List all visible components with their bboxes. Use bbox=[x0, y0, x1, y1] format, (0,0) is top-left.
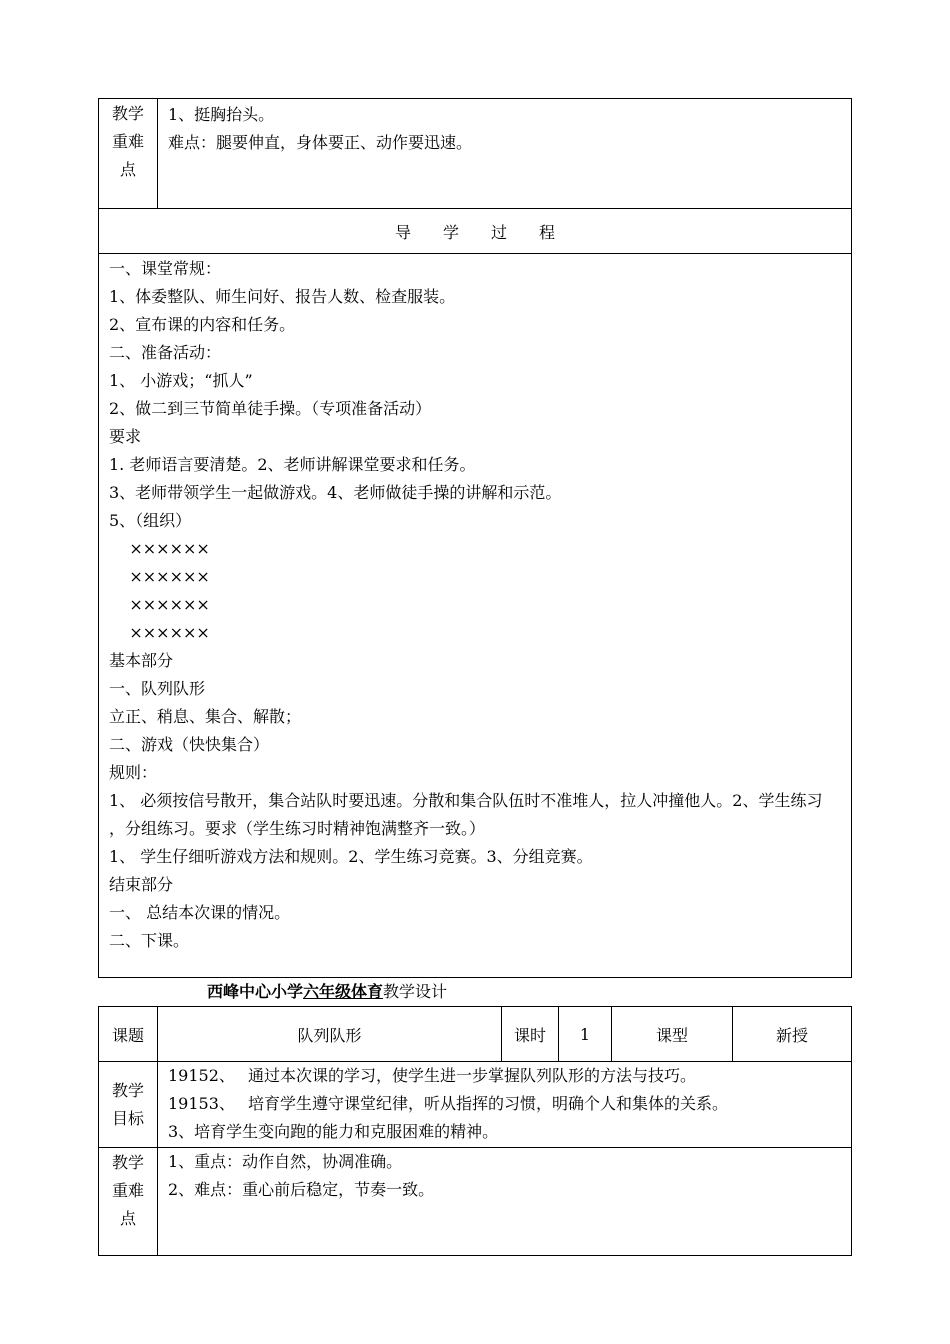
difficulty-content-2 bbox=[158, 1148, 852, 1256]
process-line: 1、 学生仔细听游戏方法和规则。2、学生练习竞赛。3、分组竞赛。 bbox=[109, 847, 593, 866]
process-line: ×××××× bbox=[109, 539, 210, 558]
difficulty-label-2: 教学 重难 点 bbox=[99, 1148, 158, 1256]
process-line: 1. 老师语言要清楚。2、老师讲解课堂要求和任务。 bbox=[109, 455, 476, 474]
process-line: 结束部分 bbox=[109, 875, 174, 894]
hours-label: 课时 bbox=[502, 1007, 559, 1062]
course-value: 队列队形 bbox=[158, 1007, 502, 1062]
process-line: 立正、稍息、集合、解散； bbox=[109, 707, 302, 726]
process-line: 一、队列队形 bbox=[109, 679, 206, 698]
difficulty-line: 2、难点：重心前后稳定，节奏一致。 bbox=[168, 1180, 435, 1199]
process-line: 1、 必须按信号散开，集合站队时要迅速。分散和集合队伍时不准堆人，拉人冲撞他人。2、学生练习 ，分组练习。要求（学生练习时精神饱满整齐一致。） bbox=[109, 791, 823, 838]
document-title bbox=[207, 981, 447, 1003]
process-line: 规则： bbox=[109, 763, 158, 782]
process-line: 5、（组织） bbox=[109, 511, 192, 530]
difficulty-label: 教学 重难 点 bbox=[99, 99, 158, 209]
process-line: 3、老师带领学生一起做游戏。4、老师做徒手操的讲解和示范。 bbox=[109, 483, 562, 502]
process-line: 基本部分 bbox=[109, 651, 174, 670]
process-line: 二、下课。 bbox=[109, 931, 190, 950]
type-value: 新授 bbox=[733, 1007, 852, 1062]
process-header: 导 学 过 程 bbox=[99, 209, 852, 254]
difficulty-line: 1、重点：动作自然，协凋准确。 bbox=[168, 1152, 403, 1171]
grade-subject: 年级体育 bbox=[319, 982, 384, 1001]
goal-line: 19153、 培育学生遵守课堂纪律，听从指挥的习惯，明确个人和集体的关系。 bbox=[168, 1094, 728, 1113]
process-line: 二、游戏（快快集合） bbox=[109, 735, 270, 754]
lesson-table-continued bbox=[98, 98, 852, 978]
course-label: 课题 bbox=[99, 1007, 158, 1062]
process-line: 一、 总结本次课的情况。 bbox=[109, 903, 291, 922]
goal-line: 3、培育学生变向跑的能力和克服困难的精神。 bbox=[168, 1122, 499, 1141]
process-line: ×××××× bbox=[109, 623, 210, 642]
type-label: 课型 bbox=[612, 1007, 733, 1062]
process-line: 一、课堂常规： bbox=[109, 259, 222, 278]
process-line: ×××××× bbox=[109, 567, 210, 586]
doc-type: 教学设计 bbox=[383, 982, 448, 1001]
process-line: 2、做二到三节简单徒手操。（专项准备活动） bbox=[109, 399, 432, 418]
process-line: 1、 小游戏；“抓人” bbox=[109, 371, 253, 390]
hours-value: 1 bbox=[559, 1007, 612, 1062]
goal-line: 19152、 通过本次课的学习，使学生进一步掌握队列队形的方法与技巧。 bbox=[168, 1066, 696, 1085]
process-line: 要求 bbox=[109, 427, 142, 446]
difficulty-line: 1、挺胸抬头。 bbox=[168, 105, 275, 124]
lesson-design-table bbox=[98, 1006, 852, 1256]
process-content bbox=[99, 254, 852, 978]
difficulty-line: 难点：腿要伸直，身体要正、动作要迅速。 bbox=[168, 133, 473, 152]
goals-label: 教学 目标 bbox=[99, 1062, 158, 1148]
difficulty-content bbox=[158, 99, 852, 209]
goals-content bbox=[158, 1062, 852, 1148]
school-name: 西峰中心小学 bbox=[207, 982, 304, 1001]
process-line: 二、准备活动： bbox=[109, 343, 222, 362]
process-line: 1、体委整队、师生问好、报告人数、检查服装。 bbox=[109, 287, 456, 306]
grade: 六 bbox=[303, 982, 320, 1001]
process-line: ×××××× bbox=[109, 595, 210, 614]
process-line: 2、宣布课的内容和任务。 bbox=[109, 315, 296, 334]
